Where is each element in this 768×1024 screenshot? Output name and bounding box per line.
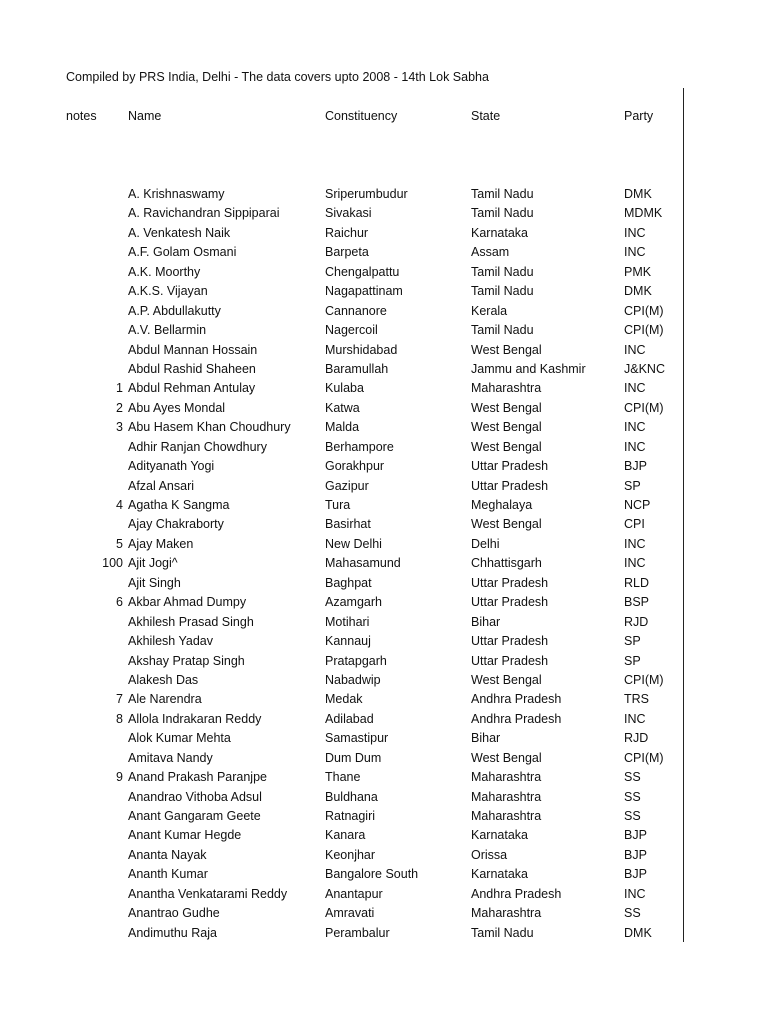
table-row	[0, 808, 768, 827]
header-notes: notes	[66, 109, 97, 123]
table-row	[0, 847, 768, 866]
name-cell: A.K.S. Vijayan	[128, 284, 208, 299]
party-cell: BJP	[624, 459, 647, 474]
note-cell: 3	[116, 420, 123, 435]
name-cell: Afzal Ansari	[128, 478, 195, 493]
party-cell: INC	[624, 711, 646, 726]
table-row	[0, 186, 768, 205]
state-cell: West Bengal	[471, 439, 542, 454]
party-cell: CPI(M)	[624, 750, 664, 765]
name-cell: Akshay Pratap Singh	[128, 653, 245, 668]
state-cell: Maharashtra	[471, 770, 542, 785]
constituency-cell: Bangalore South	[325, 867, 419, 882]
state-cell: Bihar	[471, 614, 501, 629]
note-cell: 8	[116, 711, 123, 726]
table-row	[0, 730, 768, 749]
table-row	[0, 653, 768, 672]
state-cell: Jammu and Kashmir	[471, 361, 586, 376]
name-cell: Akhilesh Prasad Singh	[128, 614, 254, 629]
constituency-cell: Cannanore	[325, 303, 387, 318]
name-cell: Agatha K Sangma	[128, 498, 230, 512]
member-table-body	[0, 186, 768, 944]
note-cell: 9	[116, 770, 123, 785]
name-cell: Adityanath Yogi	[128, 459, 215, 474]
name-cell: Abdul Rehman Antulay	[128, 381, 256, 396]
constituency-cell: Sriperumbudur	[325, 187, 408, 201]
name-cell: A. Venkatesh Naik	[128, 225, 231, 240]
name-cell: A.F. Golam Osmani	[128, 245, 237, 260]
table-row	[0, 225, 768, 244]
constituency-cell: Katwa	[325, 400, 360, 415]
state-cell: Chhattisgarh	[471, 556, 542, 571]
name-cell: Ajit Jogi^	[128, 556, 178, 571]
constituency-cell: Mahasamund	[325, 556, 401, 571]
name-cell: Ale Narendra	[128, 692, 202, 707]
name-cell: Ajay Maken	[128, 536, 194, 551]
table-row	[0, 439, 768, 458]
party-cell: SP	[624, 478, 641, 493]
state-cell: Tamil Nadu	[471, 925, 534, 940]
table-row	[0, 594, 768, 613]
table-row	[0, 322, 768, 341]
note-cell: 100	[102, 556, 123, 571]
party-cell: INC	[624, 381, 646, 396]
constituency-cell: Ratnagiri	[325, 809, 376, 823]
constituency-cell: Azamgarh	[325, 595, 382, 610]
name-cell: Akhilesh Yadav	[128, 634, 214, 649]
table-row	[0, 769, 768, 788]
state-cell: Karnataka	[471, 225, 528, 240]
table-row	[0, 497, 768, 516]
table-row	[0, 516, 768, 535]
header-name: Name	[128, 109, 162, 123]
constituency-cell: Kannauj	[325, 634, 371, 649]
constituency-cell: Gorakhpur	[325, 459, 385, 474]
party-cell: BSP	[624, 595, 650, 610]
constituency-cell: Adilabad	[325, 711, 374, 726]
name-cell: Alakesh Das	[128, 672, 199, 687]
party-cell: BJP	[624, 828, 647, 843]
party-cell: INC	[624, 225, 646, 240]
constituency-cell: Baghpat	[325, 575, 372, 590]
constituency-cell: Malda	[325, 420, 360, 435]
state-cell: Tamil Nadu	[471, 206, 534, 221]
party-cell: BJP	[624, 867, 647, 882]
state-cell: Uttar Pradesh	[471, 595, 549, 610]
party-cell: DMK	[624, 187, 652, 201]
name-cell: A.V. Bellarmin	[128, 323, 207, 338]
party-cell: CPI(M)	[624, 400, 664, 415]
constituency-cell: Basirhat	[325, 517, 371, 532]
state-cell: Andhra Pradesh	[471, 711, 562, 726]
state-cell: Tamil Nadu	[471, 284, 534, 299]
header-state: State	[471, 109, 501, 123]
state-cell: Andhra Pradesh	[471, 692, 562, 707]
state-cell: West Bengal	[471, 672, 542, 687]
note-cell: 6	[116, 595, 123, 610]
constituency-cell: Medak	[325, 692, 363, 707]
party-cell: DMK	[624, 284, 652, 299]
table-row	[0, 672, 768, 691]
name-cell: Andimuthu Raja	[128, 925, 217, 940]
name-cell: A. Ravichandran Sippiparai	[128, 206, 280, 221]
party-cell: CPI(M)	[624, 323, 664, 338]
party-cell: SS	[624, 906, 641, 921]
constituency-cell: Motihari	[325, 614, 370, 629]
state-cell: West Bengal	[471, 342, 542, 357]
name-cell: A.K. Moorthy	[128, 264, 201, 279]
name-cell: Anantha Venkatarami Reddy	[128, 886, 288, 901]
party-cell: CPI(M)	[624, 303, 664, 318]
name-cell: Alok Kumar Mehta	[128, 731, 231, 746]
constituency-cell: Kanara	[325, 828, 366, 843]
name-cell: Anant Gangaram Geete	[128, 809, 261, 823]
party-cell: SP	[624, 653, 641, 668]
state-cell: Karnataka	[471, 828, 528, 843]
table-row	[0, 419, 768, 438]
state-cell: West Bengal	[471, 420, 542, 435]
party-cell: CPI(M)	[624, 672, 664, 687]
table-row	[0, 478, 768, 497]
constituency-cell: Amravati	[325, 906, 375, 921]
table-row	[0, 342, 768, 361]
party-cell: RJD	[624, 614, 649, 629]
note-cell: 5	[116, 536, 123, 551]
name-cell: Allola Indrakaran Reddy	[128, 711, 262, 726]
name-cell: Anant Kumar Hegde	[128, 828, 242, 843]
table-row	[0, 536, 768, 555]
name-cell: Abu Ayes Mondal	[128, 400, 226, 415]
state-cell: Orissa	[471, 847, 508, 862]
party-cell: BJP	[624, 847, 647, 862]
state-cell: Uttar Pradesh	[471, 575, 549, 590]
page-title: Compiled by PRS India, Delhi - The data covers upto 2008 - 14th Lok Sabha	[66, 70, 489, 84]
party-cell: INC	[624, 245, 646, 260]
constituency-cell: Baramullah	[325, 361, 389, 376]
table-row	[0, 750, 768, 769]
party-cell: INC	[624, 439, 646, 454]
table-row	[0, 361, 768, 380]
party-cell: INC	[624, 536, 646, 551]
header-constituency: Constituency	[325, 109, 398, 123]
constituency-cell: Raichur	[325, 225, 369, 240]
party-cell: RLD	[624, 575, 650, 590]
state-cell: Karnataka	[471, 867, 528, 882]
name-cell: A. Krishnaswamy	[128, 187, 225, 201]
constituency-cell: Kulaba	[325, 381, 364, 396]
party-cell: J&KNC	[624, 361, 665, 376]
table-row	[0, 283, 768, 302]
state-cell: Maharashtra	[471, 906, 542, 921]
party-cell: INC	[624, 342, 646, 357]
party-cell: CPI	[624, 517, 645, 532]
constituency-cell: Anantapur	[325, 886, 383, 901]
constituency-cell: Nagercoil	[325, 323, 378, 338]
party-cell: NCP	[624, 498, 651, 512]
name-cell: Anantrao Gudhe	[128, 906, 220, 921]
state-cell: Bihar	[471, 731, 501, 746]
constituency-cell: Nagapattinam	[325, 284, 403, 299]
party-cell: MDMK	[624, 206, 663, 221]
constituency-cell: Pratapgarh	[325, 653, 387, 668]
constituency-cell: Chengalpattu	[325, 264, 400, 279]
name-cell: Ananth Kumar	[128, 867, 208, 882]
state-cell: Tamil Nadu	[471, 264, 534, 279]
name-cell: Abdul Mannan Hossain	[128, 342, 258, 357]
table-row	[0, 633, 768, 652]
table-row	[0, 575, 768, 594]
constituency-cell: Perambalur	[325, 925, 390, 940]
state-cell: Uttar Pradesh	[471, 459, 549, 474]
table-row	[0, 866, 768, 885]
constituency-cell: Tura	[325, 498, 351, 512]
table-row	[0, 205, 768, 224]
party-cell: INC	[624, 556, 646, 571]
name-cell: Anandrao Vithoba Adsul	[128, 789, 262, 804]
party-cell: SS	[624, 789, 641, 804]
state-cell: Maharashtra	[471, 809, 542, 823]
constituency-cell: Samastipur	[325, 731, 389, 746]
name-cell: Abu Hasem Khan Choudhury	[128, 420, 291, 435]
party-cell: SP	[624, 634, 641, 649]
constituency-cell: Berhampore	[325, 439, 394, 454]
party-cell: PMK	[624, 264, 652, 279]
state-cell: Uttar Pradesh	[471, 634, 549, 649]
constituency-cell: Nabadwip	[325, 672, 381, 687]
party-cell: SS	[624, 809, 641, 823]
constituency-cell: Barpeta	[325, 245, 369, 260]
table-row	[0, 400, 768, 419]
state-cell: Uttar Pradesh	[471, 478, 549, 493]
constituency-cell: Keonjhar	[325, 847, 376, 862]
table-row	[0, 614, 768, 633]
constituency-cell: Buldhana	[325, 789, 378, 804]
name-cell: A.P. Abdullakutty	[128, 303, 221, 318]
name-cell: Akbar Ahmad Dumpy	[128, 595, 247, 610]
party-cell: DMK	[624, 925, 652, 940]
state-cell: West Bengal	[471, 517, 542, 532]
table-row	[0, 711, 768, 730]
state-cell: Tamil Nadu	[471, 323, 534, 338]
party-cell: INC	[624, 886, 646, 901]
table-row	[0, 905, 768, 924]
table-row	[0, 886, 768, 905]
table-row	[0, 458, 768, 477]
party-cell: TRS	[624, 692, 649, 707]
constituency-cell: Dum Dum	[325, 750, 382, 765]
table-row	[0, 789, 768, 808]
table-row	[0, 827, 768, 846]
constituency-cell: Sivakasi	[325, 206, 372, 221]
state-cell: West Bengal	[471, 400, 542, 415]
state-cell: West Bengal	[471, 750, 542, 765]
constituency-cell: Murshidabad	[325, 342, 398, 357]
note-cell: 2	[116, 400, 123, 415]
name-cell: Ananta Nayak	[128, 847, 207, 862]
party-cell: RJD	[624, 731, 649, 746]
table-row	[0, 303, 768, 322]
note-cell: 1	[116, 381, 123, 396]
state-cell: Delhi	[471, 536, 500, 551]
state-cell: Uttar Pradesh	[471, 653, 549, 668]
header-party: Party	[624, 109, 654, 123]
name-cell: Ajay Chakraborty	[128, 517, 224, 532]
table-row	[0, 244, 768, 263]
table-row	[0, 380, 768, 399]
name-cell: Adhir Ranjan Chowdhury	[128, 439, 267, 454]
state-cell: Maharashtra	[471, 789, 542, 804]
table-row	[0, 691, 768, 710]
state-cell: Assam	[471, 245, 510, 260]
table-row	[0, 264, 768, 283]
state-cell: Maharashtra	[471, 381, 542, 396]
state-cell: Tamil Nadu	[471, 187, 534, 201]
state-cell: Andhra Pradesh	[471, 886, 562, 901]
note-cell: 4	[116, 498, 123, 512]
constituency-cell: Gazipur	[325, 478, 369, 493]
table-row	[0, 555, 768, 574]
name-cell: Abdul Rashid Shaheen	[128, 361, 256, 376]
state-cell: Kerala	[471, 303, 508, 318]
constituency-cell: New Delhi	[325, 536, 382, 551]
constituency-cell: Thane	[325, 770, 361, 785]
state-cell: Meghalaya	[471, 498, 533, 512]
party-cell: INC	[624, 420, 646, 435]
note-cell: 7	[116, 692, 123, 707]
name-cell: Ajit Singh	[128, 575, 181, 590]
name-cell: Amitava Nandy	[128, 750, 213, 765]
table-row	[0, 925, 768, 944]
name-cell: Anand Prakash Paranjpe	[128, 770, 267, 785]
party-cell: SS	[624, 770, 641, 785]
